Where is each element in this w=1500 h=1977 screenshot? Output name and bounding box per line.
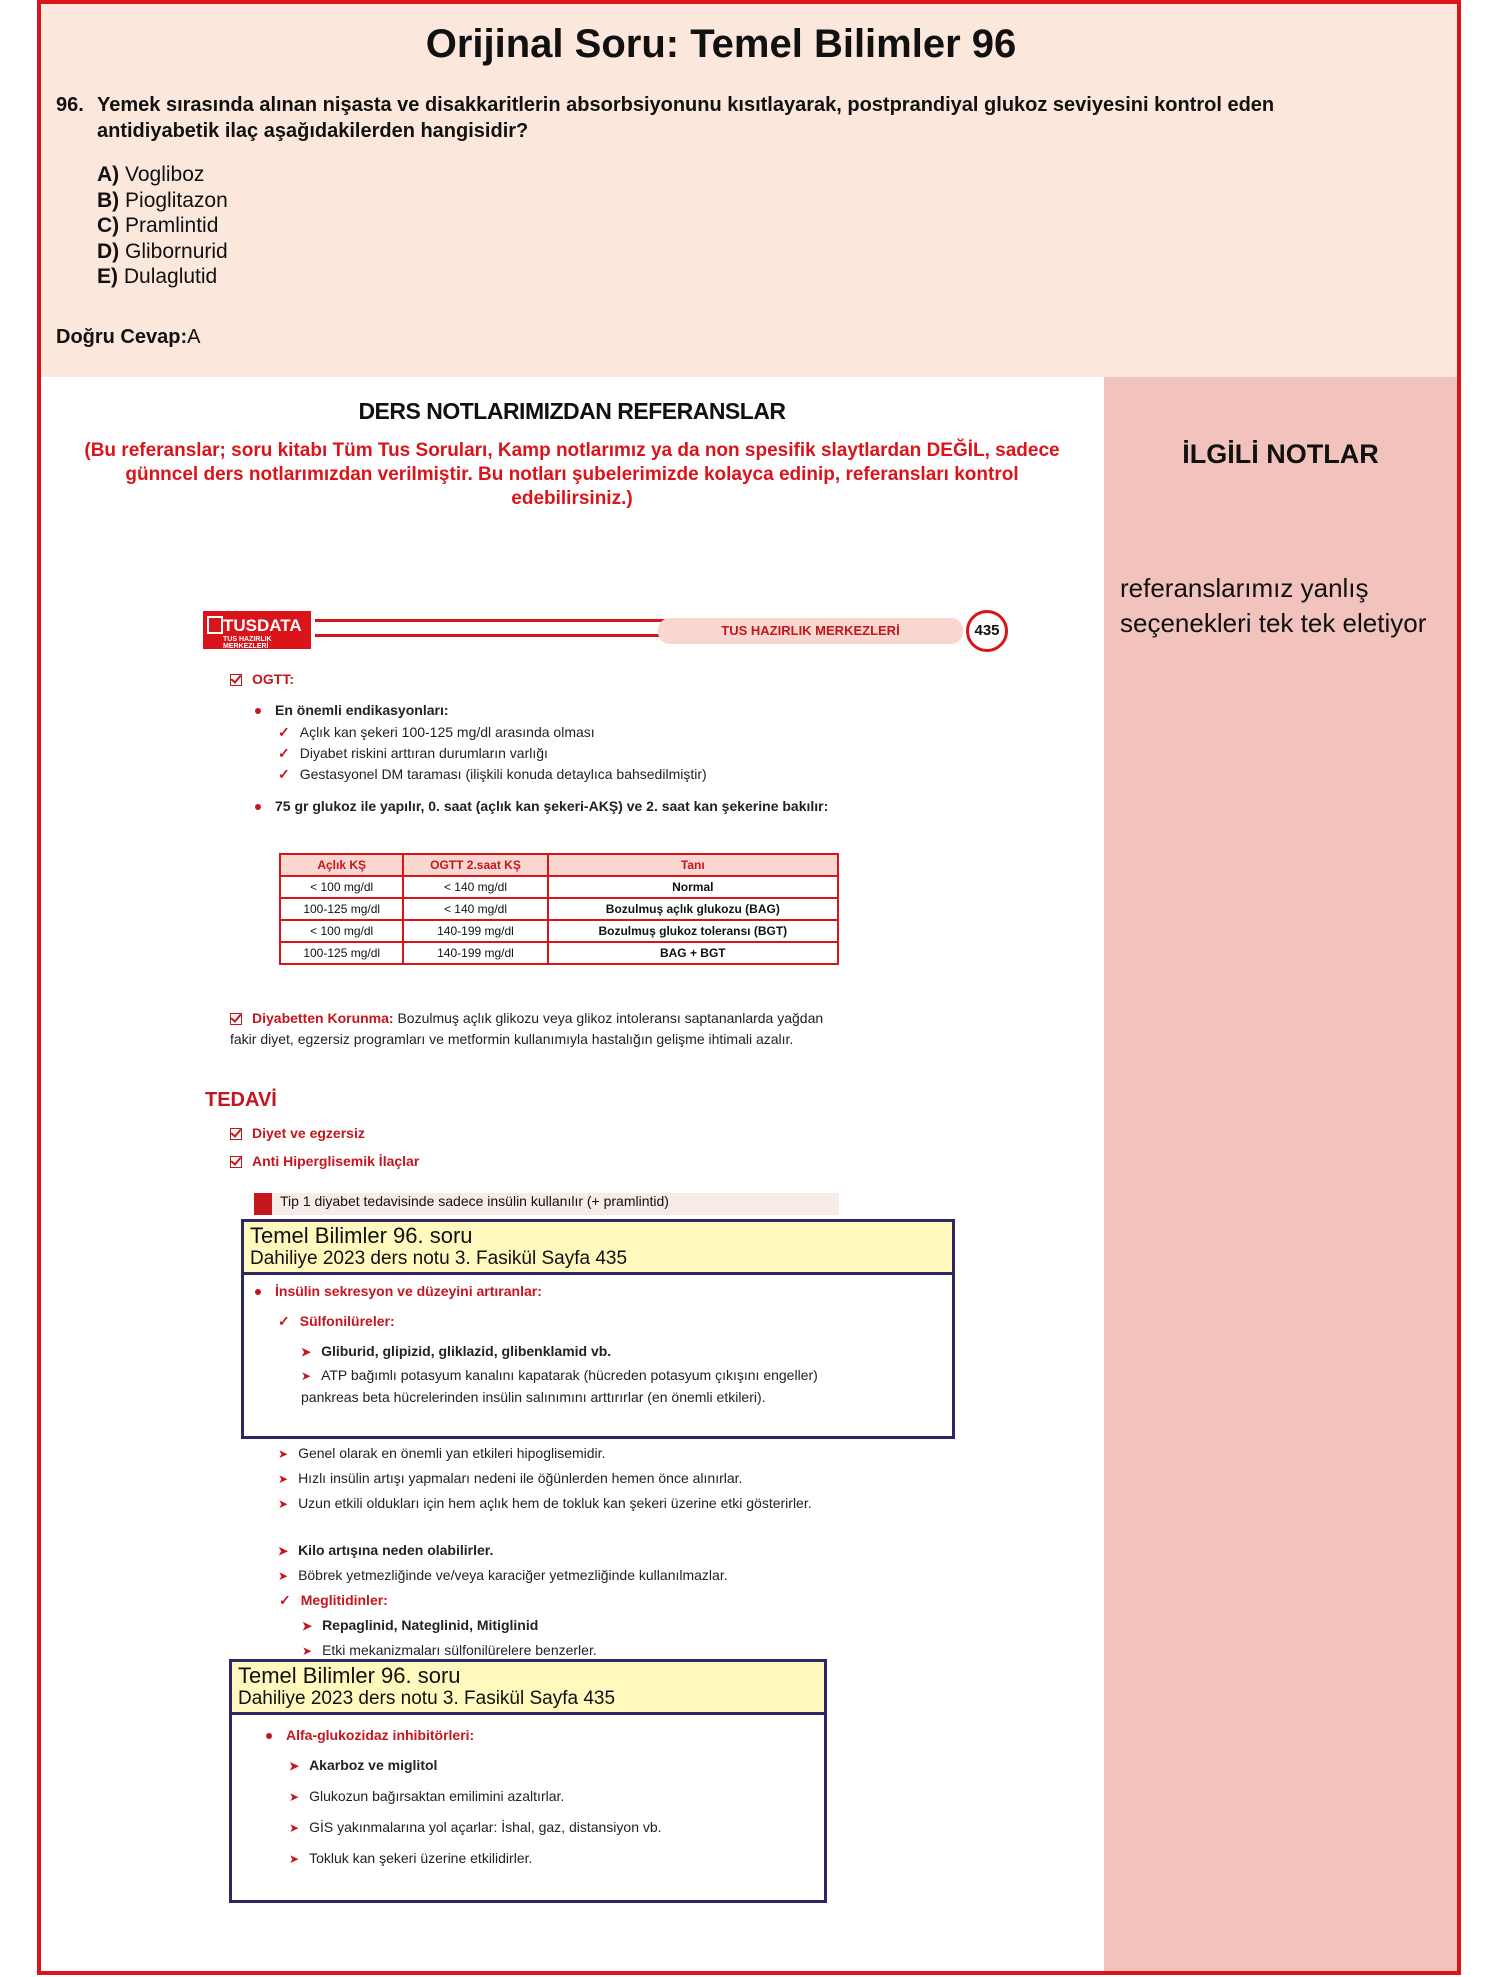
arrow-icon: ➤ [278,1447,289,1461]
checkbox-icon [230,1128,242,1140]
sulfo-item: ➤ Hızlı insülin artışı yapmaları nedeni ile öğünlerden hemen önce alınırlar. [278,1470,743,1486]
alpha-glucosidase-heading: Alfa-glukozidaz inhibitörleri: [266,1725,474,1746]
ogtt-table [279,853,839,965]
option-c: C) Pramlintid [97,214,219,238]
option-b: B) Pioglitazon [97,188,228,212]
sulfo-item: ➤ Gliburid, glipizid, gliklazid, glibenklamid vb. [301,1343,612,1359]
arrow-icon: ➤ [278,1472,289,1486]
checkmark-icon: ✓ [278,745,290,761]
ogtt-heading: OGTT: [230,669,294,690]
alpha-item: ➤ Akarboz ve miglitol [289,1757,438,1773]
question-text: Yemek sırasında alınan nişasta ve disakkaritlerin absorbsiyonunu kısıtlayarak, postprandiyal glukoz seviyesini kontrol eden antidiyabetik ilaç aşağıdakilerden hangisidir? [97,94,1275,142]
meglitinide-item: ➤ Repaglinid, Nateglinid, Mitiglinid [302,1617,539,1633]
arrow-icon: ➤ [289,1821,300,1835]
checkmark-icon: ✓ [278,766,290,782]
tedavi-heading: TEDAVİ [205,1089,277,1111]
question-text-block [56,92,1396,144]
arrow-icon: ➤ [278,1544,289,1558]
callout-caption: Temel Bilimler 96. soru Dahiliye 2023 ders notu 3. Fasikül Sayfa 435 [232,1662,824,1715]
sulfonylurea-heading: ✓ Sülfonilüreler: [278,1313,395,1329]
indications-title: En önemli endikasyonları: [255,700,449,721]
book-page-number: 435 [966,610,1008,652]
arrow-icon: ➤ [289,1759,300,1773]
question-title: Orijinal Soru: Temel Bilimler 96 [425,22,1017,66]
reference-callout-1 [241,1219,955,1439]
checkbox-icon [230,674,242,686]
table-header-row: Açlık KŞ OGTT 2.saat KŞ Tanı [280,854,838,876]
logo-mark-icon [207,616,223,634]
checkmark-icon: ✓ [279,1592,291,1608]
reference-callout-2 [229,1659,827,1903]
sulfo-item: ➤ Uzun etkili oldukları için hem açlık hem de tokluk kan şekeri üzerine etki gösterirler. [278,1495,812,1511]
ogtt-note: 75 gr glukoz ile yapılır, 0. saat (açlık kan şekeri-AKŞ) ve 2. saat kan şekerine bakılır: [255,796,855,817]
tusdata-logo: TUSDATA TUS HAZIRLIK MERKEZLERİ [203,611,311,649]
option-d: D) Glibornurid [97,239,228,263]
sulfo-item: ➤ Genel olarak en önemli yan etkileri hipoglisemidir. [278,1445,606,1461]
bullet-icon [255,708,261,714]
table-row: < 100 mg/dl 140-199 mg/dl Bozulmuş glukoz toleransı (BGT) [280,920,838,942]
table-row: < 100 mg/dl < 140 mg/dl Normal [280,876,838,898]
antihyperglycemic-item: Anti Hiperglisemik İlaçlar [230,1151,419,1172]
insulin-secretion-heading: İnsülin sekresyon ve düzeyini artıranlar: [255,1281,542,1302]
arrow-icon: ➤ [289,1852,300,1866]
bullet-icon [266,1733,272,1739]
diet-item: Diyet ve egzersiz [230,1123,365,1144]
indication-item: ✓ Gestasyonel DM taraması (ilişkili konuda detaylıca bahsedilmiştir) [278,766,707,782]
alpha-item: ➤ Tokluk kan şekeri üzerine etkilidirler. [289,1850,533,1866]
related-notes-text: referanslarımız yanlış seçenekleri tek tek eletiyor [1120,573,1427,638]
related-notes-title: İLGİLİ NOTLAR [1182,439,1379,469]
indication-item: ✓ Açlık kan şekeri 100-125 mg/dl arasında olması [278,724,595,740]
question-number: 96. [56,94,84,116]
arrow-icon: ➤ [302,1619,313,1633]
related-notes-panel [1104,377,1457,1971]
indication-item: ✓ Diyabet riskini arttıran durumların varlığı [278,745,548,761]
table-row: 100-125 mg/dl < 140 mg/dl Bozulmuş açlık glukozu (BAG) [280,898,838,920]
checkbox-icon [230,1156,242,1168]
sulfo-item: ➤ Böbrek yetmezliğinde ve/veya karaciğer yetmezliğinde kullanılmazlar. [278,1567,728,1583]
checkmark-icon: ✓ [278,1313,290,1329]
references-heading: DERS NOTLARIMIZDAN REFERANSLAR [358,398,786,424]
callout-caption: Temel Bilimler 96. soru Dahiliye 2023 ders notu 3. Fasikül Sayfa 435 [244,1222,952,1275]
bullet-icon [255,1289,261,1295]
arrow-icon: ➤ [301,1345,312,1359]
checkmark-icon: ✓ [278,724,290,740]
references-disclaimer: (Bu referanslar; soru kitabı Tüm Tus Soruları, Kamp notlarımız ya da non spesifik slaytlardan DEĞİL, sadece günncel ders notlarımızdan verilmiştir. Bu notları şubelerimizde kolayca edinip, referansları kontrol edebilirsiniz.) [84,440,1060,509]
tip1-note: Tip 1 diyabet tedavisinde sadece insülin kullanılır (+ pramlintid) [254,1193,839,1215]
bullet-icon [255,804,261,810]
checkbox-icon [230,1013,242,1025]
arrow-icon: ➤ [278,1569,289,1583]
arrow-icon: ➤ [289,1790,300,1804]
meglitinide-heading: ✓ Meglitidinler: [279,1592,388,1608]
book-header-label: TUS HAZIRLIK MERKEZLERİ [658,618,963,644]
table-row: 100-125 mg/dl 140-199 mg/dl BAG + BGT [280,942,838,964]
alpha-item: ➤ Glukozun bağırsaktan emilimini azaltırlar. [289,1788,565,1804]
prevention-paragraph: Diyabetten Korunma: Bozulmuş açlık glikozu veya glikoz intoleransı saptananlarda yağdan fakir diyet, egzersiz programları ve metformin kullanımıyla hastalığın gelişme ihtimali azalır. [230,1010,824,1047]
option-a: A) Vogliboz [97,163,205,186]
answer-options [97,162,228,290]
option-e: E) Dulaglutid [97,265,218,289]
alpha-item: ➤ GİS yakınmalarına yol açarlar: İshal, gaz, distansiyon vb. [289,1819,662,1835]
arrow-icon: ➤ [301,1369,312,1383]
correct-answer: Doğru Cevap:A [56,326,201,348]
arrow-icon: ➤ [302,1644,313,1658]
question-panel [41,4,1457,377]
meglitinide-item: ➤ Etki mekanizmaları sülfonilürelere benzerler. [302,1642,597,1658]
arrow-icon: ➤ [278,1497,289,1511]
sulfo-item: ➤ Kilo artışına neden olabilirler. [278,1542,494,1558]
sulfo-item: ➤ ATP bağımlı potasyum kanalını kapatarak (hücreden potasyum çıkışını engeller) pankreas beta hücrelerinden insülin salınımını arttırırlar (en önemli etkileri). [301,1367,818,1405]
